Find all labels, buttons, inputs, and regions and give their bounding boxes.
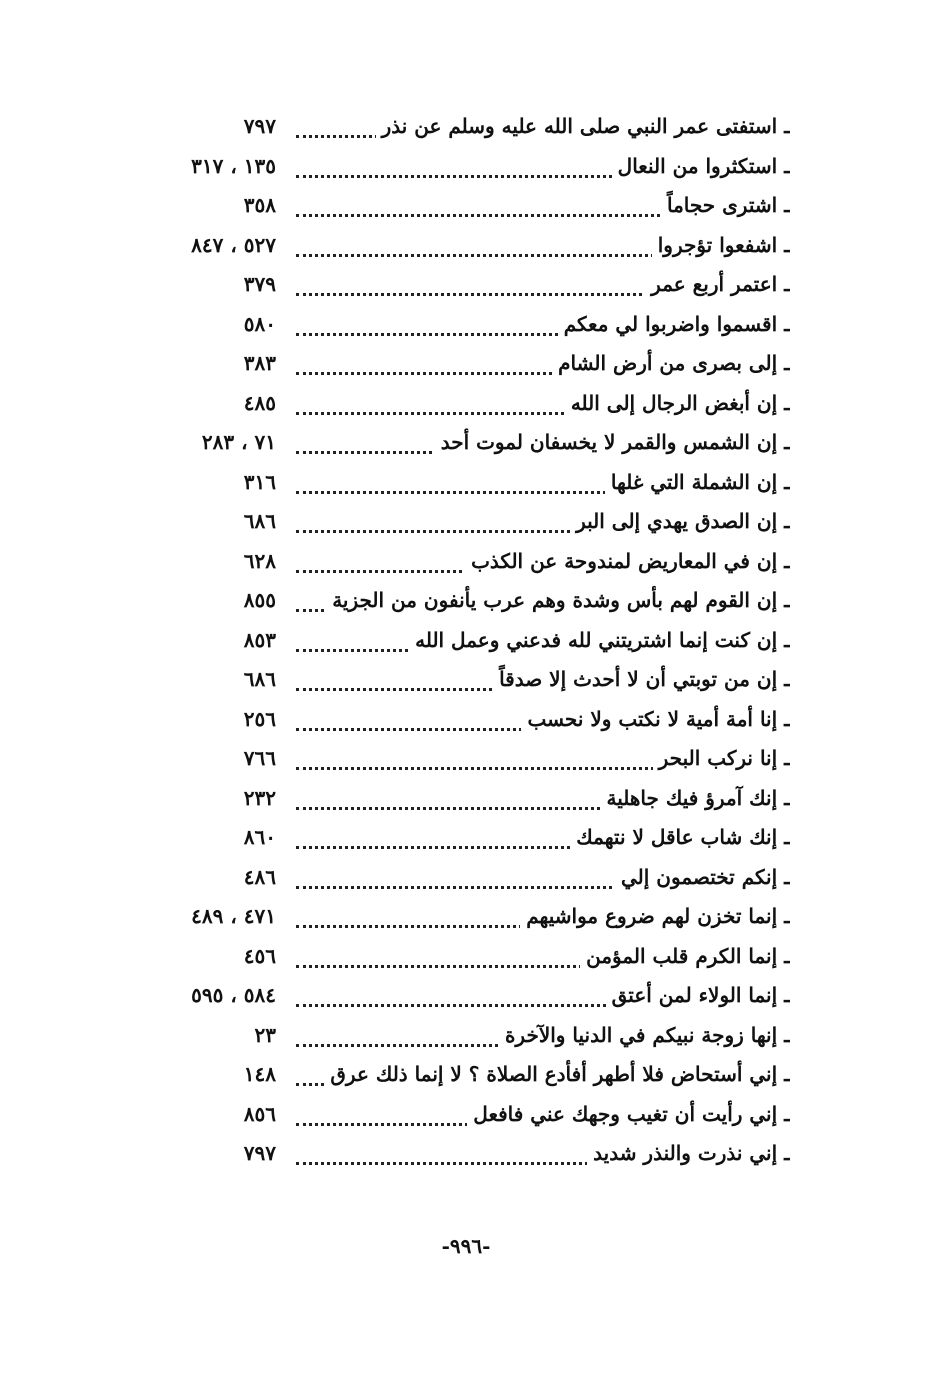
entry-title: ـ إنما الولاء لمن أعتق	[606, 980, 790, 1010]
index-entry	[0, 700, 932, 740]
entry-pages: ٨٥٣	[243, 627, 276, 652]
entry-pages: ٥٨٠	[243, 311, 276, 336]
entry-pages: ٦٨٦	[243, 509, 276, 533]
entry-pages: ٣٨٣	[243, 351, 276, 375]
index-entry	[0, 502, 932, 542]
index-entry	[0, 147, 932, 187]
entry-pages: ٢٥٦	[243, 706, 276, 731]
index-entry	[0, 226, 932, 266]
entry-title: ـ استكثروا من النعال	[612, 151, 790, 181]
entry-pages: ٥٢٧ ، ٨٤٧	[191, 232, 276, 257]
index-entry	[0, 384, 932, 424]
entry-pages: ٦٢٨	[243, 548, 276, 573]
index-list	[0, 107, 932, 1174]
entry-title: ـ إني نذرت والنذر شديد	[587, 1138, 790, 1168]
entry-pages: ٨٦٠	[243, 825, 276, 849]
entry-title: ـ اقسموا واضربوا لي معكم	[558, 309, 790, 339]
index-entry	[0, 976, 932, 1016]
entry-title: ـ إنا نركب البحر	[653, 743, 790, 773]
index-entry	[0, 186, 932, 226]
entry-title: ـ اشفعوا تؤجروا	[652, 230, 790, 260]
index-entry	[0, 1095, 932, 1135]
entry-pages: ٥٨٤ ، ٥٩٥	[191, 983, 276, 1007]
index-entry	[0, 344, 932, 384]
index-entry	[0, 1055, 932, 1095]
entry-pages: ٧٦٦	[243, 746, 276, 770]
entry-pages: ٢٣٢	[243, 785, 276, 810]
entry-pages: ١٤٨	[243, 1062, 276, 1086]
index-entry	[0, 621, 932, 661]
entry-title: ـ إنها زوجة نبيكم في الدنيا والآخرة	[499, 1020, 790, 1050]
index-entry	[0, 779, 932, 819]
entry-pages: ١٣٥ ، ٣١٧	[191, 153, 276, 178]
index-entry	[0, 858, 932, 898]
entry-pages: ٢٣	[254, 1022, 276, 1047]
entry-title: ـ إنا أمة أمية لا نكتب ولا نحسب	[521, 704, 790, 734]
index-entry	[0, 937, 932, 977]
entry-pages: ٣٧٩	[243, 272, 276, 296]
index-entry	[0, 423, 932, 463]
entry-title: ـ إن الصدق يهدي إلى البر	[570, 506, 790, 536]
entry-pages: ٤٨٥	[243, 390, 276, 415]
entry-title: ـ إني رأيت أن تغيب وجهك عني فافعل	[467, 1099, 790, 1129]
index-entry	[0, 739, 932, 779]
entry-pages: ٧٩٧	[243, 114, 276, 138]
entry-title: ـ إني أستحاض فلا أطهر أفأدع الصلاة ؟ لا إنما ذلك عرق	[324, 1059, 790, 1089]
entry-pages: ٧١ ، ٢٨٣	[201, 430, 276, 454]
entry-title: ـ إلى بصرى من أرض الشام	[552, 348, 790, 378]
entry-pages: ٣٥٨	[243, 193, 276, 217]
index-entry	[0, 581, 932, 621]
entry-pages: ٦٨٦	[243, 667, 276, 691]
entry-title: ـ إن القوم لهم بأس وشدة وهم عرب يأنفون من الجزية	[326, 585, 790, 615]
entry-title: ـ إنما تخزن لهم ضروع مواشيهم	[520, 901, 790, 931]
index-entry	[0, 1016, 932, 1056]
entry-pages: ٨٥٥	[243, 588, 276, 612]
page-number: -٩٩٦-	[441, 1234, 491, 1258]
entry-title: ـ إن الشملة التي غلها	[605, 467, 790, 497]
entry-title: ـ إنكم تختصمون إلي	[615, 862, 790, 892]
entry-title: ـ اشترى حجاماً	[661, 190, 790, 220]
entry-pages: ٤٧١ ، ٤٨٩	[191, 904, 276, 928]
entry-title: ـ إن من توبتي أن لا أحدث إلا صدقاً	[493, 664, 790, 694]
index-entry	[0, 660, 932, 700]
entry-title: ـ إنك شاب عاقل لا نتهمك	[570, 822, 790, 852]
entry-pages: ٨٥٦	[243, 1101, 276, 1126]
index-entry	[0, 1134, 932, 1174]
index-entry	[0, 897, 932, 937]
entry-pages: ٤٥٦	[243, 943, 276, 968]
index-entry	[0, 305, 932, 345]
entry-title: ـ اعتمر أربع عمر	[645, 269, 790, 299]
index-entry	[0, 542, 932, 582]
entry-pages: ٣١٦	[243, 469, 276, 494]
entry-title: ـ إن أبغض الرجال إلى الله	[565, 388, 790, 418]
entry-title: ـ إن الشمس والقمر لا يخسفان لموت أحد	[435, 427, 790, 457]
entry-pages: ٤٨٦	[243, 864, 276, 889]
index-entry	[0, 818, 932, 858]
entry-title: ـ إن كنت إنما اشتريتني لله فدعني وعمل الله	[409, 625, 790, 655]
index-entry	[0, 265, 932, 305]
index-entry	[0, 107, 932, 147]
index-entry	[0, 463, 932, 503]
entry-pages: ٧٩٧	[243, 1141, 276, 1165]
entry-title: ـ إنك آمرؤ فيك جاهلية	[601, 783, 791, 813]
entry-title: ـ استفتى عمر النبي صلى الله عليه وسلم عن نذر	[376, 111, 790, 141]
entry-title: ـ إنما الكرم قلب المؤمن	[580, 941, 790, 971]
entry-title: ـ إن في المعاريض لمندوحة عن الكذب	[465, 546, 790, 576]
